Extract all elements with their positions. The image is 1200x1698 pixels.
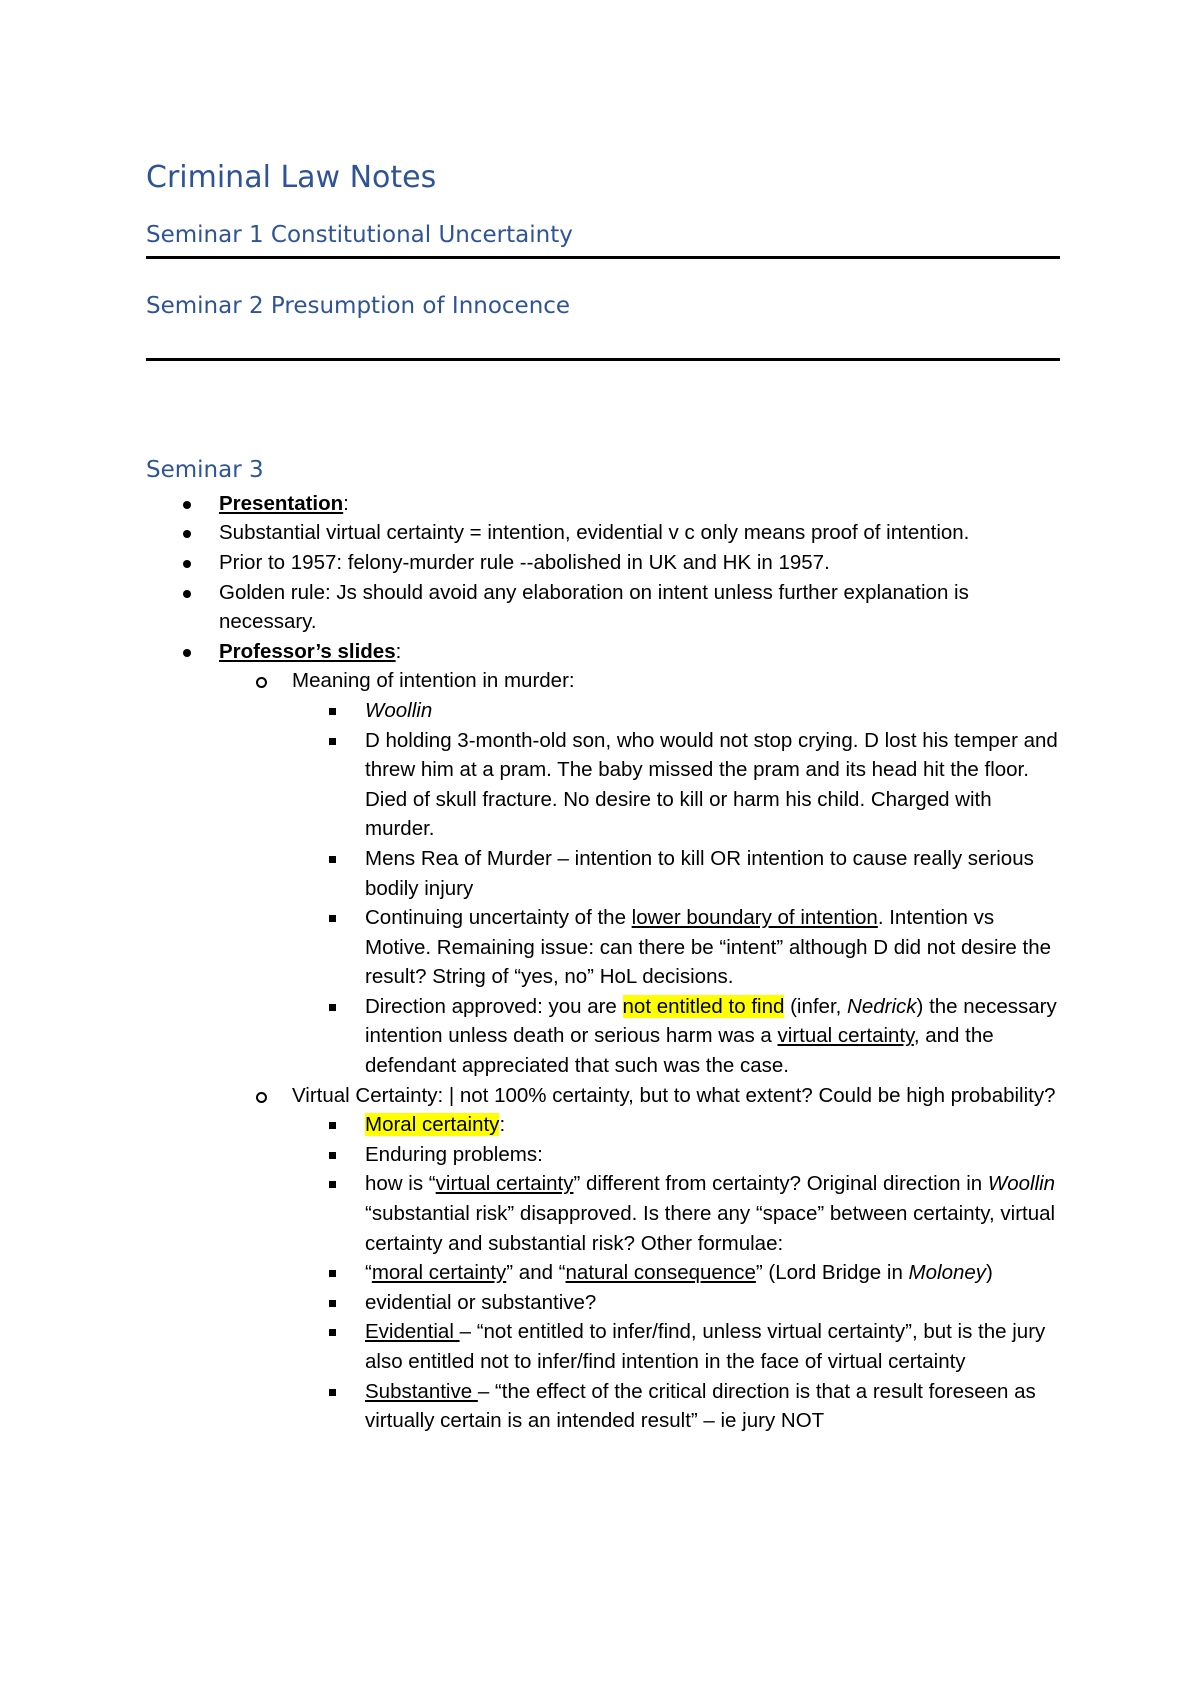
slides-sublist: [292, 666, 1060, 1435]
list-item: [292, 1288, 1060, 1318]
bullet-square-icon: [329, 738, 336, 745]
colon: :: [395, 639, 402, 663]
text-run: (infer,: [784, 994, 848, 1018]
underlined-text: natural consequence: [565, 1261, 756, 1285]
highlighted-text: not entitled to find: [622, 994, 785, 1018]
list-item: [292, 1258, 1060, 1288]
item-text: evidential or substantive?: [365, 1290, 597, 1314]
list-item: [146, 578, 1060, 637]
bullet-square-icon: [329, 1152, 336, 1159]
underlined-text: virtual certainty: [777, 1024, 914, 1048]
document-title: Criminal Law Notes: [146, 160, 437, 195]
text-run: Direction approved: you are: [365, 994, 623, 1018]
underlined-text: Evidential: [365, 1320, 460, 1344]
item-text: Prior to 1957: felony-murder rule --abolished in UK and HK in 1957.: [219, 550, 830, 574]
underlined-text: Substantive: [365, 1379, 478, 1403]
list-item: [146, 518, 1060, 548]
case-name: Moloney: [908, 1261, 987, 1285]
list-item: [146, 489, 1060, 519]
colon: :: [499, 1113, 506, 1137]
bullet-circle-icon: [256, 677, 267, 688]
list-item: [292, 1110, 1060, 1140]
heading-seminar-1: Seminar 1 Constitutional Uncertainty: [146, 222, 573, 248]
list-item: [219, 1081, 1060, 1436]
list-item: [292, 1377, 1060, 1436]
text-run: ” and “: [506, 1261, 566, 1285]
list-item: [219, 666, 1060, 1080]
bullet-square-icon: [329, 708, 336, 715]
text-run: – “the effect of the critical direction is that a result foreseen as virtually certain is an intended result” – ie jury NOT: [365, 1379, 1036, 1433]
bullet-square-icon: [329, 1122, 336, 1129]
bullet-square-icon: [329, 915, 336, 922]
heading-seminar-3: Seminar 3: [146, 457, 264, 484]
list-item: [292, 1317, 1060, 1376]
presentation-label: Presentation: [219, 491, 344, 515]
list-item: [292, 903, 1060, 992]
bullet-circle-icon: [256, 1092, 267, 1103]
list-item: [292, 1169, 1060, 1258]
slides-label: Professor’s slides: [219, 639, 396, 663]
text-run: “substantial risk” disapproved. Is there any “space” between certainty, virtual certainty and substantial risk? Other formulae:: [365, 1202, 1056, 1255]
list-item: [292, 1140, 1060, 1170]
bullet-square-icon: [329, 856, 336, 863]
bullet-square-icon: [329, 1270, 336, 1277]
item-text: Virtual Certainty: | not 100% certainty, but to what extent? Could be high probability?: [292, 1083, 1056, 1107]
item-text: Enduring problems:: [365, 1142, 543, 1166]
list-item: [292, 726, 1060, 844]
case-name: Nedrick: [847, 994, 917, 1018]
colon: :: [343, 491, 349, 515]
meaning-sublist: [365, 696, 1060, 1081]
document-page: [146, 160, 1060, 1436]
bullet-dot-icon: [183, 560, 191, 568]
text-run: how is “: [365, 1172, 436, 1196]
bullet-square-icon: [329, 1181, 336, 1188]
item-text: Golden rule: Js should avoid any elaboration on intent unless further explanation is necessary.: [219, 580, 969, 634]
list-item: [292, 696, 1060, 726]
bullet-dot-icon: [183, 530, 191, 538]
list-item: [292, 992, 1060, 1081]
text-run: , and the defendant appreciated that such was the case.: [365, 1024, 994, 1078]
bullet-dot-icon: [183, 590, 191, 598]
item-text: D holding 3-month-old son, who would not stop crying. D lost his temper and threw him at a pram. The baby missed the pram and its head hit the floor. Died of skull fracture. No desire to kill or harm his child. Charged with murder.: [365, 728, 1058, 841]
horizontal-rule: [146, 358, 1060, 361]
virtual-certainty-sublist: [365, 1110, 1060, 1436]
underlined-text: virtual certainty: [435, 1172, 574, 1196]
text-run: . Intention vs Motive. Remaining issue: can there be “intent” although D did not desire the result? String of “yes, no” HoL decisions.: [365, 906, 1051, 989]
bullet-square-icon: [329, 1329, 336, 1336]
bullet-square-icon: [329, 1300, 336, 1307]
bullet-dot-icon: [183, 649, 191, 657]
case-name: Woollin: [987, 1172, 1056, 1196]
item-text: Meaning of intention in murder:: [292, 669, 575, 693]
text-run: Continuing uncertainty of the: [365, 906, 632, 930]
highlighted-text: Moral certainty: [365, 1113, 500, 1137]
text-run: ) the necessary intention unless death or serious harm was a: [365, 994, 1057, 1048]
text-run: ” different from certainty? Original direction in: [573, 1172, 988, 1196]
list-item: [292, 844, 1060, 903]
list-item: [146, 548, 1060, 578]
bullet-dot-icon: [183, 501, 191, 509]
underlined-text: lower boundary of intention: [631, 906, 878, 930]
text-run: “: [365, 1261, 372, 1285]
bullet-square-icon: [329, 1004, 336, 1011]
bullet-square-icon: [329, 1389, 336, 1396]
heading-seminar-2: Seminar 2 Presumption of Innocence: [146, 292, 571, 319]
underlined-text: moral certainty: [371, 1261, 507, 1285]
text-run: ): [986, 1261, 993, 1285]
seminar-3-list: [146, 489, 1060, 1436]
list-item: [146, 637, 1060, 1436]
text-run: – “not entitled to infer/find, unless virtual certainty”, but is the jury also entitled not to infer/find intention in the face of virtual certainty: [365, 1320, 1046, 1373]
text-run: ” (Lord Bridge in: [755, 1261, 909, 1285]
item-text: Substantial virtual certainty = intention, evidential v c only means proof of intention.: [219, 521, 970, 545]
horizontal-rule: [146, 256, 1060, 259]
item-text: Mens Rea of Murder – intention to kill OR intention to cause really serious bodily injury: [365, 846, 1034, 900]
case-name: Woollin: [365, 698, 433, 722]
